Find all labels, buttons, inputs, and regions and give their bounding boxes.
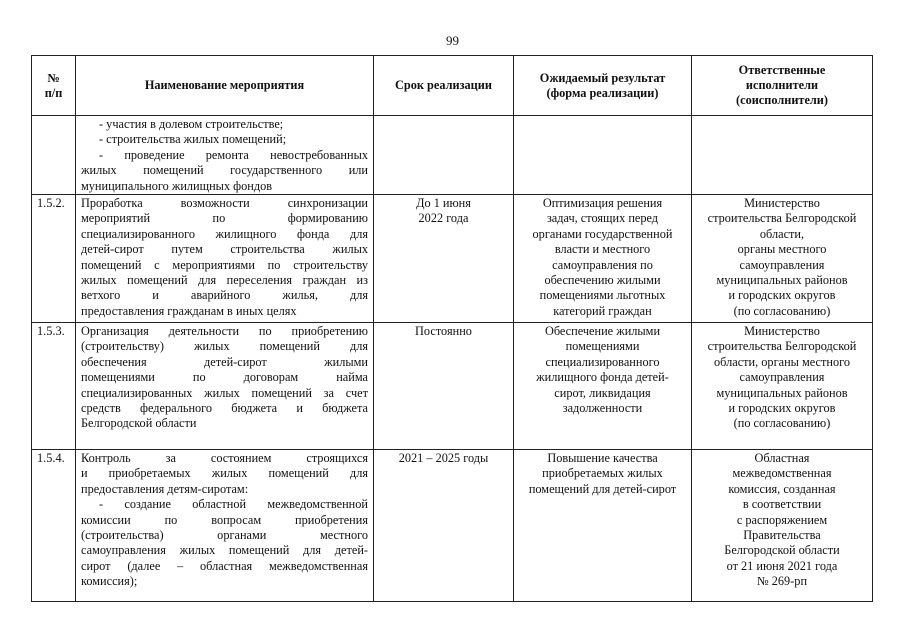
header-executors: Ответственные исполнители (соисполнители) xyxy=(692,56,873,116)
text-line: - строительства жилых помещений; xyxy=(99,132,287,147)
table-header-row xyxy=(32,56,873,116)
measures-table xyxy=(31,55,873,602)
text-line: ветхого и аварийного жилья, для xyxy=(81,288,368,303)
text-line: (строительству) жилых помещений для xyxy=(81,339,368,354)
text-line: помещений с мероприятиями по строительству xyxy=(81,257,368,272)
text-line: комиссия); xyxy=(81,574,138,589)
result-cell: Повышение качества приобретаемых жилых помещений для детей-сирот xyxy=(514,450,692,602)
term-cell: 2021 – 2025 годы xyxy=(374,450,514,602)
text-line: Контроль за состоянием строящихся xyxy=(81,451,368,466)
header-measure-name: Наименование мероприятия xyxy=(76,56,374,116)
row-number xyxy=(32,116,76,195)
text-line: и приобретаемых жилых помещений для xyxy=(81,466,368,481)
executors-cell: Министерство строительства Белгородской области, органы местного самоуправления муниципальных районов и городских округов (по согласованию) xyxy=(692,323,873,450)
text-line: самоуправления жилых помещений для детей- xyxy=(81,543,368,558)
text-line: (строительства) органами местного xyxy=(81,528,368,543)
text-line: - участия в долевом строительстве; xyxy=(99,117,284,131)
row-number: 1.5.4. xyxy=(32,450,76,602)
text-line: специализированного жилищного фонда для xyxy=(81,226,368,241)
header-expected-result: Ожидаемый результат (форма реализации) xyxy=(514,56,692,116)
text-line: жилых помещений государственного или xyxy=(81,163,368,178)
result-cell: Оптимизация решения задач, стоящих перед органами государственной власти и местного самоуправления по обеспечению жилыми помещениями льготных категорий граждан xyxy=(514,195,692,323)
text-line: муниципального жилищных фондов xyxy=(81,178,273,193)
text-line: предоставления детям-сиротам: xyxy=(81,481,249,496)
text-line: Организация деятельности по приобретению xyxy=(81,324,368,339)
result-cell: Обеспечение жилыми помещениями специализированного жилищного фонда детей- сирот, ликвидация задолженности xyxy=(514,323,692,450)
row-number: 1.5.3. xyxy=(32,323,76,450)
term-cell: Постоянно xyxy=(374,323,514,450)
row-number: 1.5.2. xyxy=(32,195,76,323)
text-line: жилых помещений для переселения граждан из xyxy=(81,273,368,288)
term-cell xyxy=(374,116,514,195)
page-number: 99 xyxy=(446,33,459,48)
text-line: детей-сирот путем строительства жилых xyxy=(81,242,368,257)
term-cell: До 1 июня 2022 года xyxy=(374,195,514,323)
text-line: помещениями по договорам найма xyxy=(81,370,368,385)
text-line: мероприятий по формированию xyxy=(81,211,368,226)
text-line: предоставления гражданам в иных целях xyxy=(81,303,297,318)
text-line: обеспечения детей-сирот жилыми xyxy=(81,354,368,369)
executors-cell: Областная межведомственная комиссия, созданная в соответствии с распоряжением Правительства Белгородской области от 21 июня 2021 года № 269-рп xyxy=(692,450,873,602)
text-line: средств федерального бюджета и бюджета xyxy=(81,401,368,416)
executors-cell xyxy=(692,116,873,195)
header-number: № п/п xyxy=(32,56,76,116)
measure-name-cell xyxy=(76,450,374,602)
table-row xyxy=(32,323,873,450)
text-line: комиссии по вопросам приобретения xyxy=(81,512,368,527)
text-line: Белгородской области xyxy=(81,416,197,431)
table-row xyxy=(32,116,873,195)
result-cell xyxy=(514,116,692,195)
text-line: - проведение ремонта невостребованных xyxy=(99,147,368,162)
executors-cell: Министерство строительства Белгородской области, органы местного самоуправления муниципальных районов и городских округов (по согласованию) xyxy=(692,195,873,323)
text-line: сирот (далее – областная межведомственная xyxy=(81,558,368,573)
measure-name-cell xyxy=(76,116,374,195)
text-line: специализированных жилых помещений за счет xyxy=(81,385,368,400)
header-term: Срок реализации xyxy=(374,56,514,116)
table-row xyxy=(32,450,873,602)
text-line: - создание областной межведомственной xyxy=(99,497,368,512)
measure-name-cell xyxy=(76,323,374,450)
text-line: Проработка возможности синхронизации xyxy=(81,196,368,211)
table-row xyxy=(32,195,873,323)
measure-name-cell xyxy=(76,195,374,323)
